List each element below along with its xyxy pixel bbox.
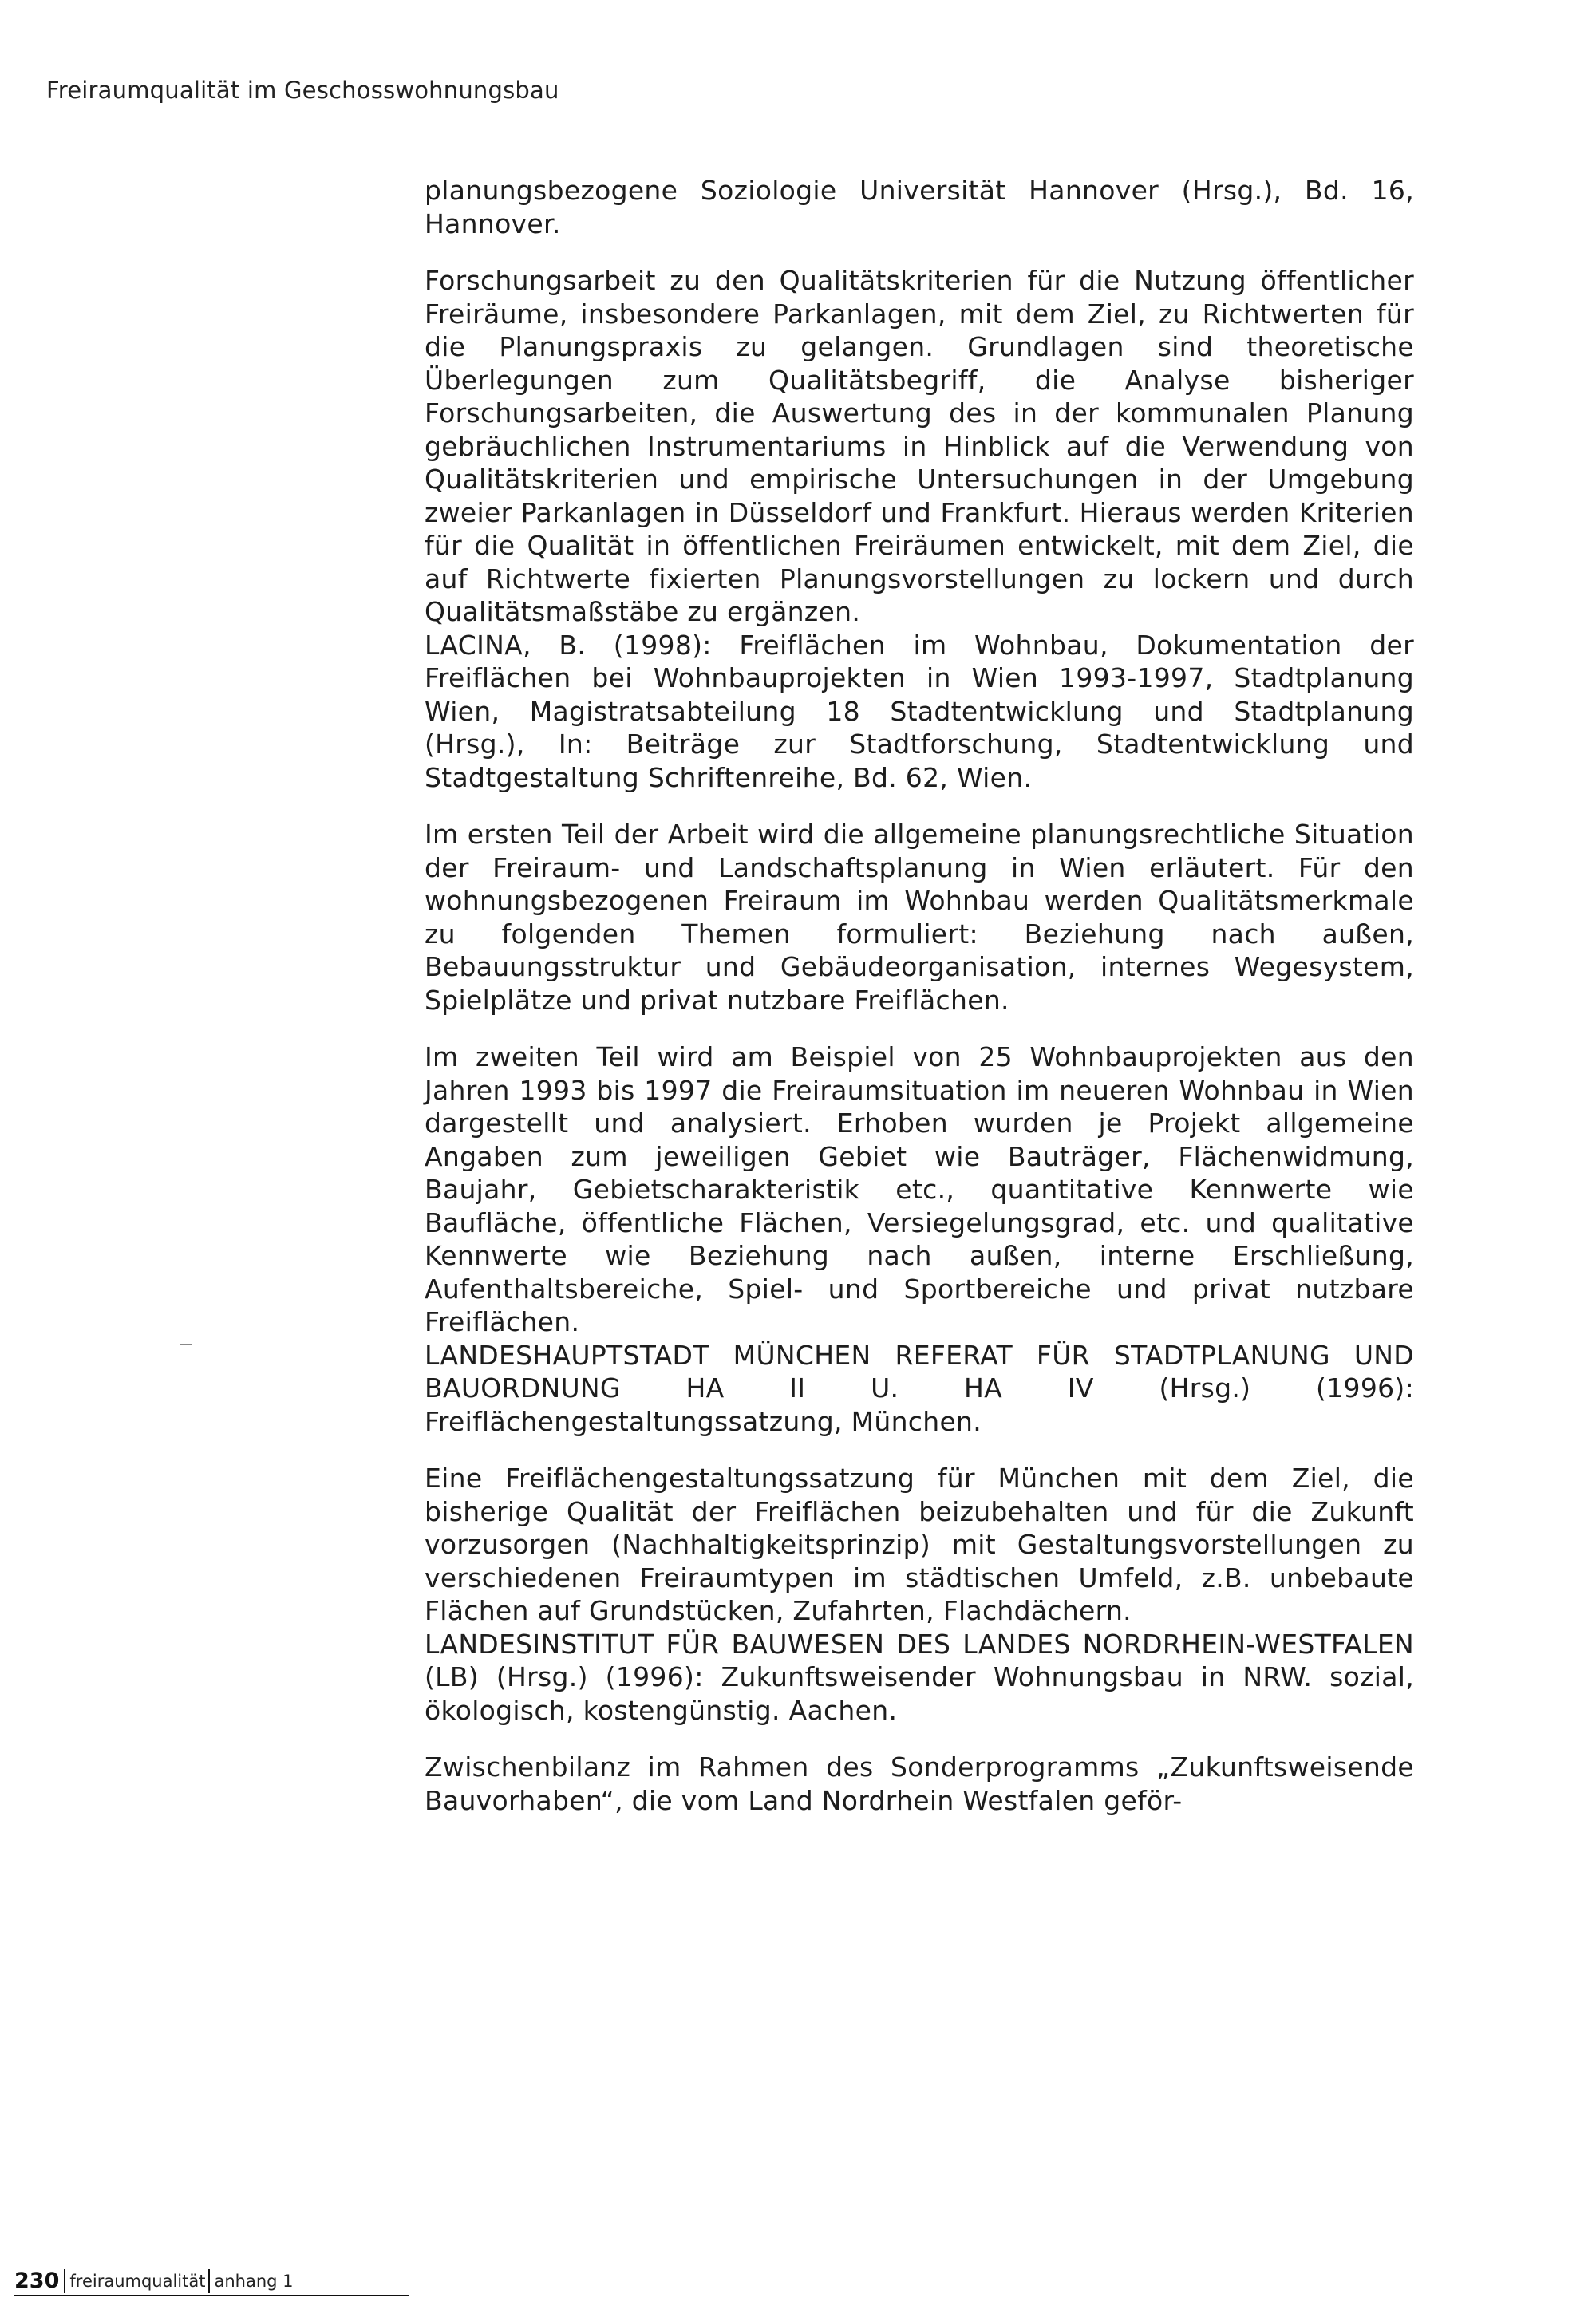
entry2-reference: LACINA, B. (1998): Freiflächen im Wohnbau, Dokumentation der Freiflächen bei Wohnbauprojekten in Wien 1993-1997, Stadtplanung Wien, Magistratsabteilung 18 Stadtentwicklung und Stadtplanung (Hrsg.), In: Beiträge zur Stadtforschung, Stadtentwicklung und Stadtgestaltung Schriftenreihe, Bd. 62, Wien. (425, 629, 1414, 793)
page-number: 230 (14, 2269, 60, 2293)
entry1-continuation: planungsbezogene Soziologie Universität Hannover (Hrsg.), Bd. 16, Hannover. (425, 175, 1414, 239)
page-footer (14, 2265, 297, 2293)
entry3-summary: Eine Freiflächengestaltungssatzung für München mit dem Ziel, die bisherige Qualität der Freiflächen beizubehalten und für die Zukunft vorzusorgen (Nachhaltigkeitsprinzip) mit Gestaltungsvorstellungen zu verschiedenen Freiraumtypen im städtischen Umfeld, z.B. unbebaute Flächen auf Grundstücken, Zufahrten, Flachdächern. (425, 1463, 1414, 1626)
entry2-summary-2: Im zweiten Teil wird am Beispiel von 25 Wohnbauprojekten aus den Jahren 1993 bis 1997 die Freiraumsituation im neueren Wohnbau in Wien dargestellt und analysiert. Erhoben wurden je Projekt allgemeine Angaben zum jeweiligen Gebiet wie Bauträger, Flächenwidmung, Baujahr, Gebietscharakteristik etc., quantitative Kennwerte wie Baufläche, öffentliche Flächen, Versiegelungsgrad, etc. und qualitative Kennwerte wie Beziehung nach außen, interne Erschließung, Aufenthaltsbereiche, Spiel- und Sportbereiche und privat nutzbare Freiflächen. (425, 1041, 1414, 1337)
margin-mark (180, 1344, 192, 1345)
footer-label-series: freiraumqualität (64, 2269, 208, 2293)
entry3-reference: LANDESHAUPTSTADT MÜNCHEN REFERAT FÜR STADTPLANUNG UND BAUORDNUNG HA II U. HA IV (Hrsg.) (1996): Freiflächengestaltungssatzung, München. (425, 1339, 1414, 1437)
footer-rule (14, 2295, 409, 2296)
entry4-reference: LANDESINSTITUT FÜR BAUWESEN DES LANDES NORDRHEIN-WESTFALEN (LB) (Hrsg.) (1996): Zukunftsweisender Wohnungsbau in NRW. sozial, ökologisch, kostengünstig. Aachen. (425, 1628, 1414, 1726)
footer-label-section: anhang 1 (208, 2269, 296, 2293)
running-header: Freiraumqualität im Geschosswohnungsbau (46, 77, 559, 104)
entry4-summary: Zwischenbilanz im Rahmen des Sonderprogramms „Zukunftsweisende Bauvorhaben“, die vom Land Nordrhein Westfalen geför- (425, 1751, 1414, 1816)
entry2-summary-1: Im ersten Teil der Arbeit wird die allgemeine planungsrechtliche Situation der Freiraum- und Landschaftsplanung in Wien erläutert. Für den wohnungsbezogenen Freiraum im Wohnbau werden Qualitätsmerkmale zu folgenden Themen formuliert: Beziehung nach außen, Bebauungsstruktur und Gebäudeorganisation, internes Wegesystem, Spielplätze und privat nutzbare Freiflächen. (425, 819, 1414, 1016)
body-column (425, 174, 1414, 1817)
entry1-summary: Forschungsarbeit zu den Qualitätskriterien für die Nutzung öffentlicher Freiräume, insbesondere Parkanlagen, mit dem Ziel, zu Richtwerten für die Planungspraxis zu gelangen. Grundlagen sind theoretische Überlegungen zum Qualitätsbegriff, die Analyse bisheriger Forschungsarbeiten, die Auswertung des in der kommunalen Planung gebräuchlichen Instrumentariums in Hinblick auf die Verwendung von Qualitätskriterien und empirische Untersuchungen in der Umgebung zweier Parkanlagen in Düsseldorf und Frankfurt. Hieraus werden Kriterien für die Qualität in öffentlichen Freiräumen entwickelt, mit dem Ziel, die auf Richtwerte fixierten Planungsvorstellungen zu lockern und durch Qualitätsmaßstäbe zu ergänzen. (425, 265, 1414, 627)
